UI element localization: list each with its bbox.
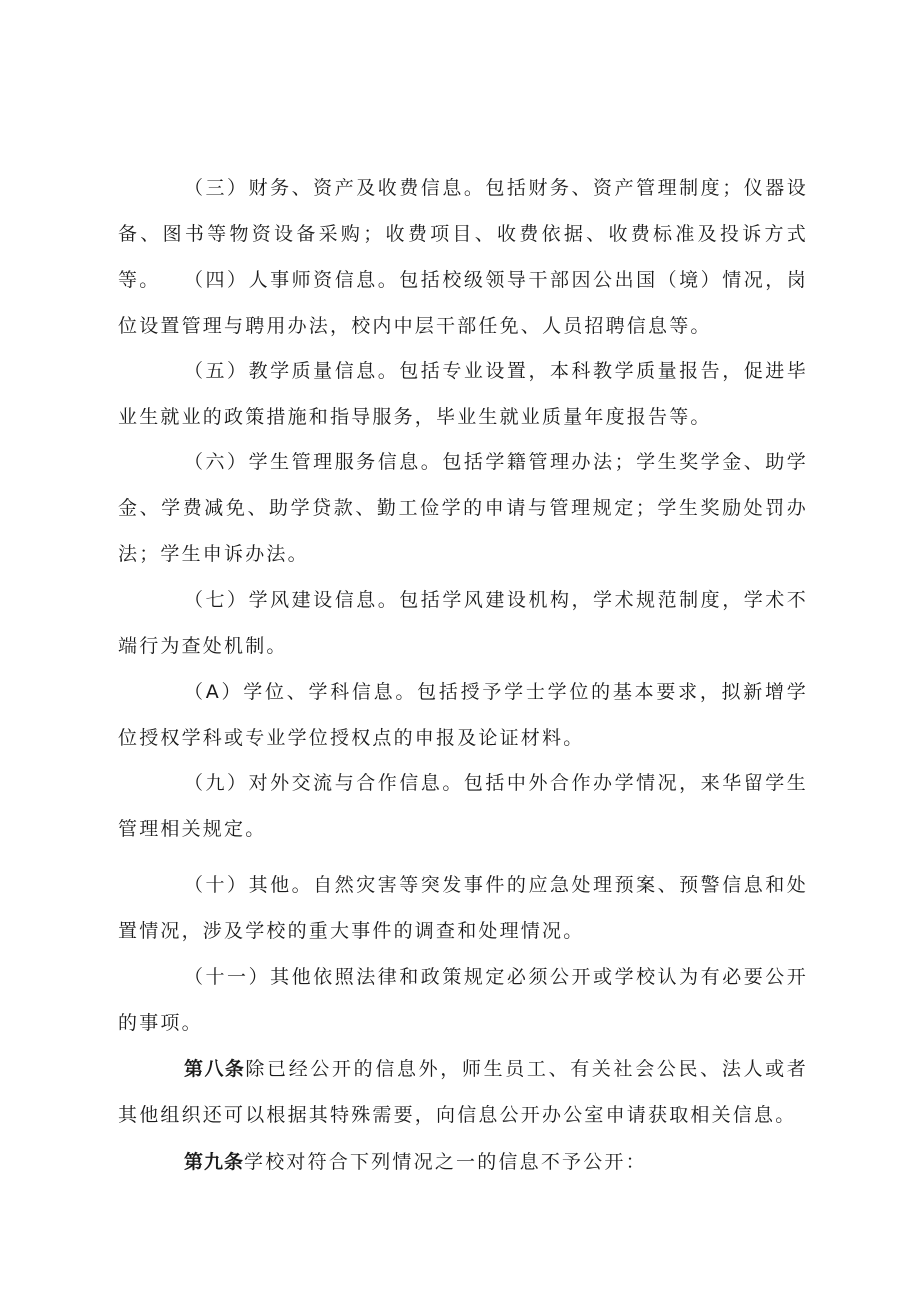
paragraph-text: （四）人事师资信息。包括校级领导干部因公出国（境）情况，岗位设置管理与聘用办法，校内中层干部任免、人员招聘信息等。 (118, 269, 808, 337)
article-9 (118, 1139, 808, 1185)
paragraph-text: （十一）其他依照法律和政策规定必须公开或学校认为有必要公开的事项。 (118, 966, 808, 1034)
paragraph-other-emergencies (118, 862, 808, 954)
article-text: 除已经公开的信息外，师生员工、有关社会公民、法人或者其他组织还可以根据其特殊需要，向信息公开办公室申请获取相关信息。 (118, 1058, 808, 1126)
paragraph-text: （九）对外交流与合作信息。包括中外合作办学情况，来华留学生管理相关规定。 (118, 772, 808, 840)
article-text: 学校对符合下列情况之一的信息不予公开： (244, 1151, 647, 1173)
paragraph-student-management (118, 439, 808, 577)
paragraph-text: （五）教学质量信息。包括专业设置，本科教学质量报告，促进毕业生就业的政策措施和指导服务，毕业生就业质量年度报告等。 (118, 360, 808, 428)
paragraph-text: （七）学风建设信息。包括学风建设机构，学术规范制度，学术不端行为查处机制。 (118, 589, 808, 657)
paragraph-academic-integrity (118, 577, 808, 669)
paragraph-other-required-disclosure (118, 954, 808, 1046)
article-8 (118, 1046, 808, 1138)
paragraph-text: （A）学位、学科信息。包括授予学士学位的基本要求，拟新增学位授权学科或专业学位授权点的申报及论证材料。 (118, 681, 808, 749)
paragraph-international-exchange (118, 760, 808, 852)
article-number: 第九条 (184, 1151, 245, 1173)
paragraph-text: （三）财务、资产及收费信息。包括财务、资产管理制度；仪器设备、图书等物资设备采购；收费项目、收费依据、收费标准及投诉方式等。 (118, 177, 808, 291)
paragraph-personnel-faculty (118, 257, 808, 349)
paragraph-degrees-disciplines (118, 669, 808, 761)
paragraph-text: （六）学生管理服务信息。包括学籍管理办法；学生奖学金、助学金、学费减免、助学贷款、勤工俭学的申请与管理规定；学生奖励处罚办法；学生申诉办法。 (118, 451, 808, 565)
article-number: 第八条 (184, 1058, 246, 1080)
paragraph-text: （十）其他。自然灾害等突发事件的应急处理预案、预警信息和处置情况，涉及学校的重大事件的调查和处理情况。 (118, 874, 808, 942)
paragraph-teaching-quality (118, 348, 808, 440)
